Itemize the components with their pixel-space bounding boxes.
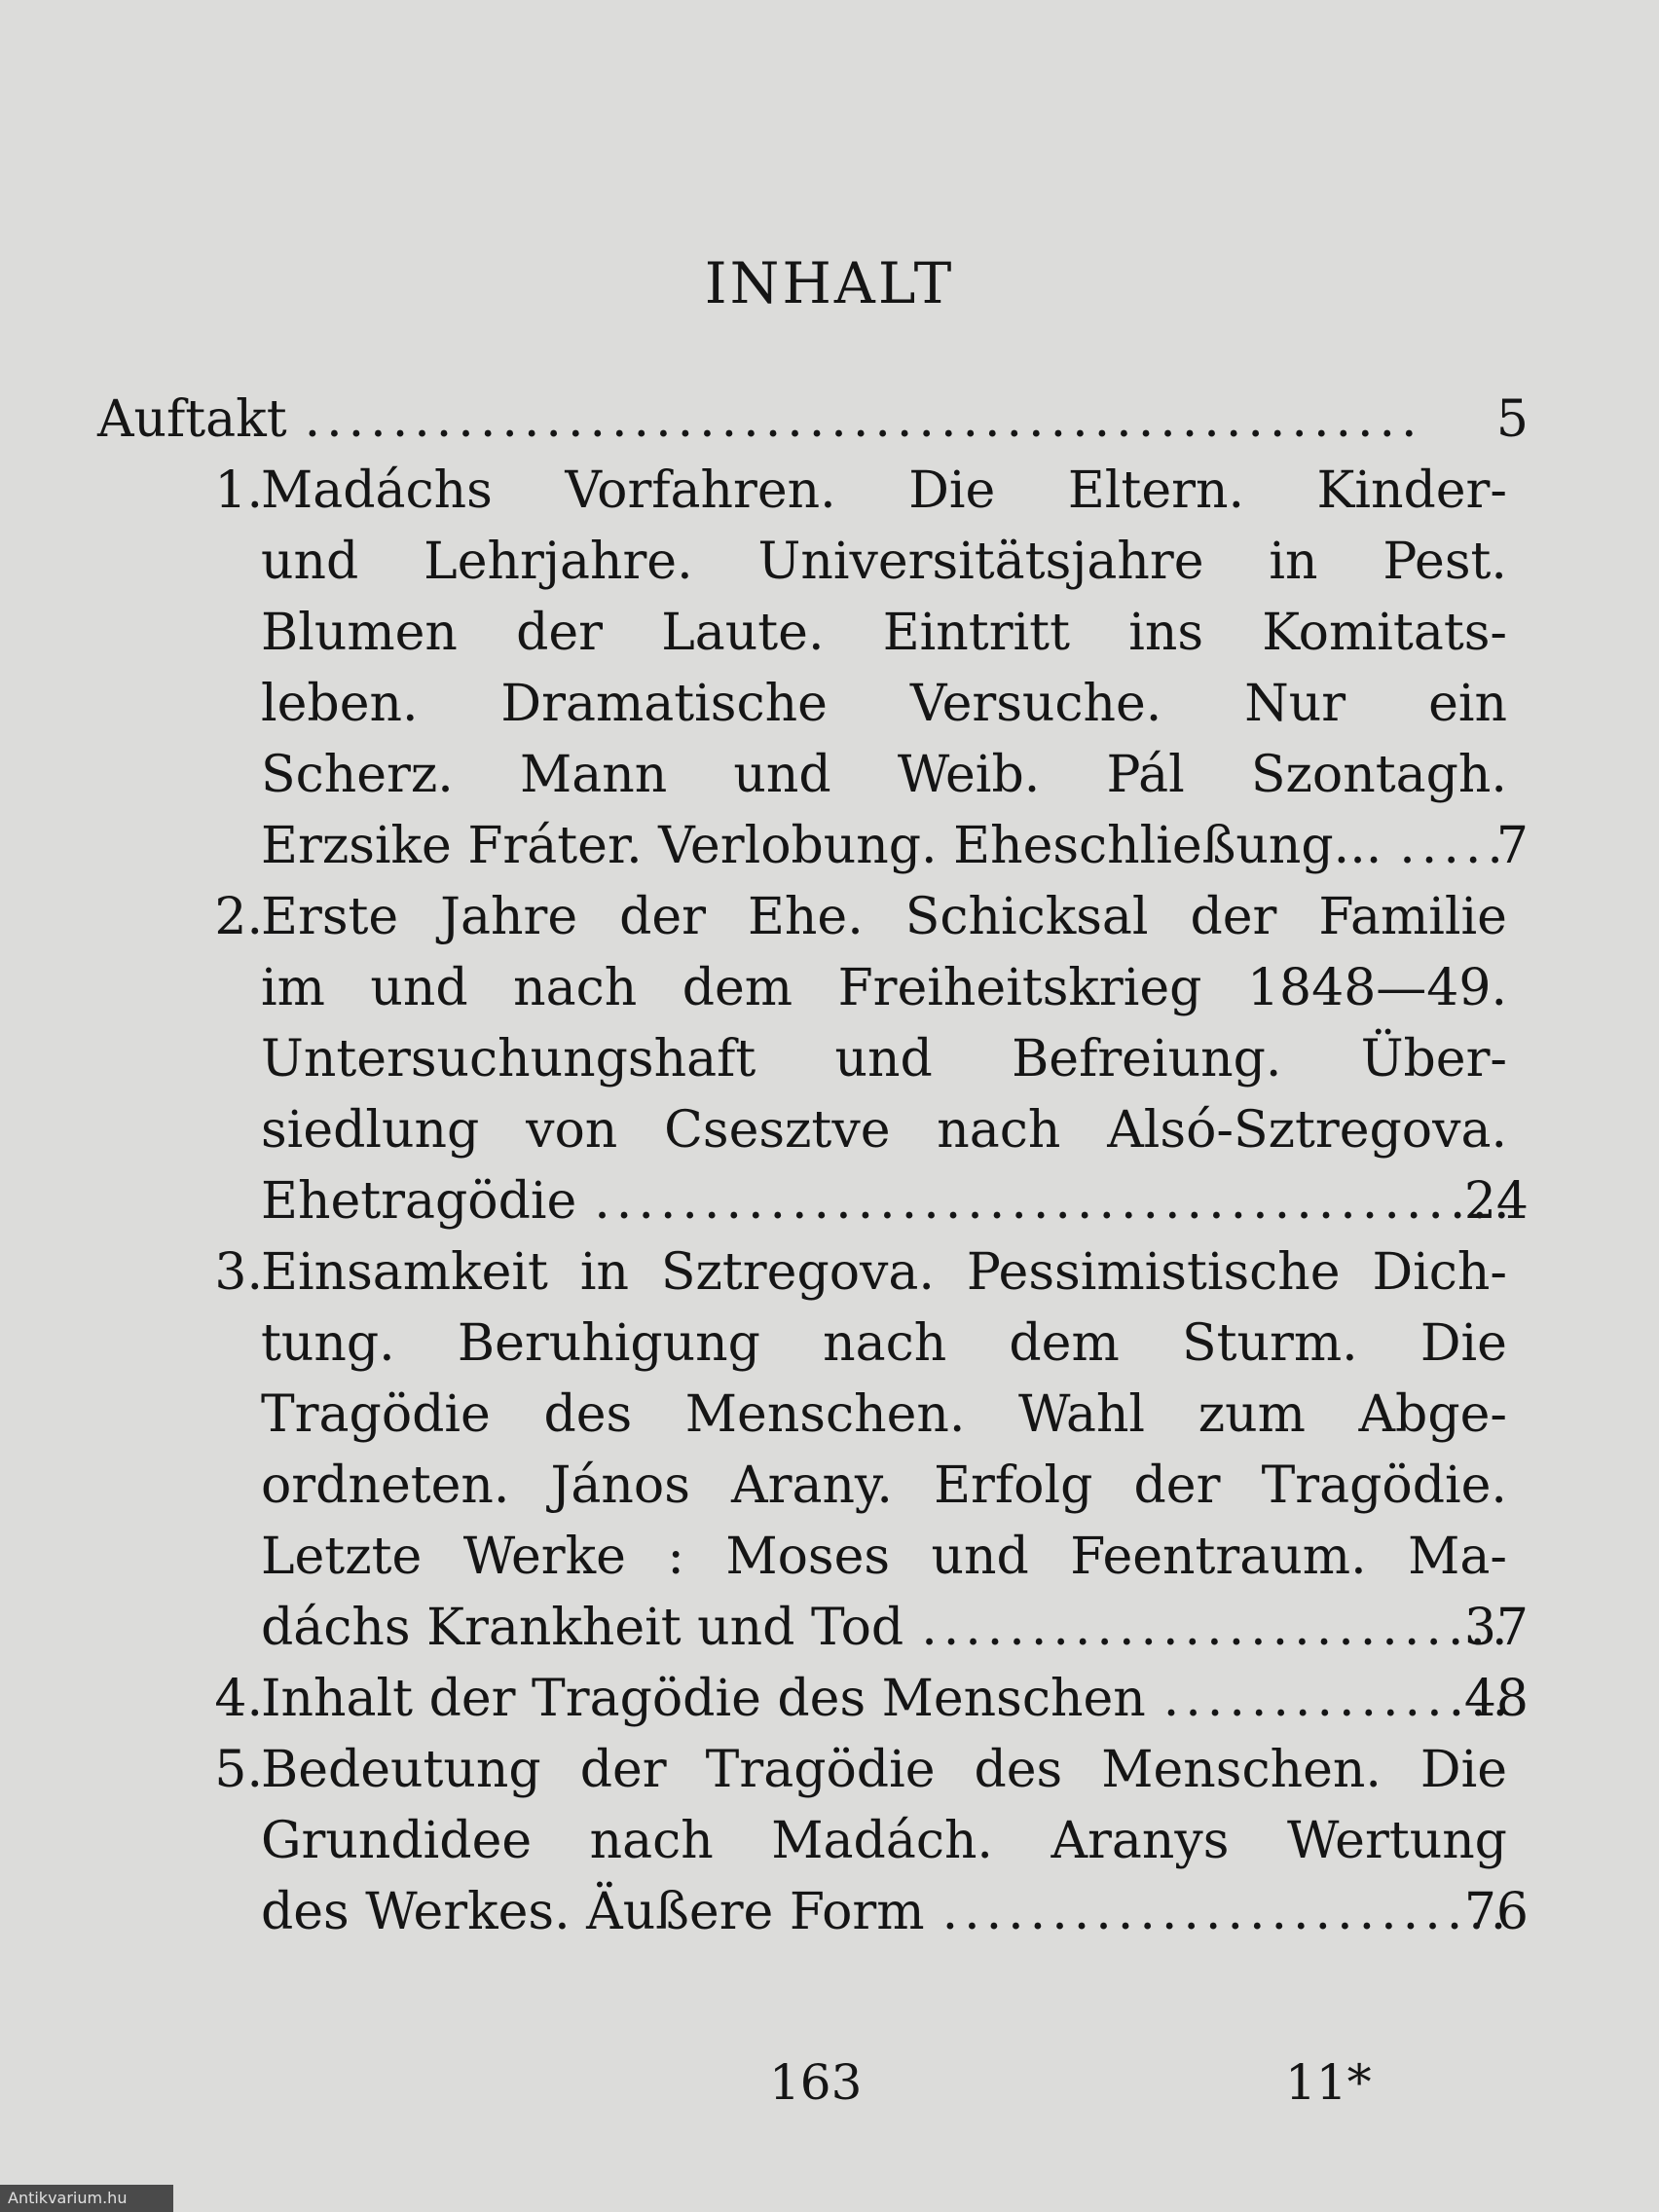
toc-entry-leader [261,1664,1507,1735]
watermark: Antikvarium.hu [0,2185,173,2212]
chapter-number: 3. [214,1243,263,1302]
toc-line: Madáchs Vorfahren. Die Eltern. Kinder- [261,461,1507,520]
toc-page-number: 37 [1463,1599,1529,1657]
footer-signature-mark: 11* [1285,2054,1372,2111]
toc-page-number: 7 [1495,817,1529,875]
toc-entry-leader [261,1166,1507,1237]
toc-line: Letzte Werke : Moses und Feentraum. Ma- [261,1528,1507,1586]
toc-line: Grundidee nach Madách. Aranys Wertung [261,1812,1507,1870]
toc-entry-leader [261,1877,1507,1948]
toc-line: Blumen der Laute. Eintritt ins Komitats- [261,604,1507,662]
toc-line: siedlung von Csesztve nach Alsó-Sztregova. [261,1101,1507,1160]
toc-entry-leader [261,811,1507,882]
dot-leader [305,385,1421,456]
toc-entry-label: dáchs Krankheit und Tod [261,1599,904,1657]
toc-line: tung. Beruhigung nach dem Sturm. Die [261,1314,1507,1373]
toc-line: Untersuchungshaft und Befreiung. Über- [261,1030,1507,1088]
toc-line: ordneten. János Arany. Erfolg der Tragödie. [261,1456,1507,1515]
toc-entry-label: Auftakt [97,390,287,449]
toc-page-number: 5 [1495,390,1529,449]
toc-line: im und nach dem Freiheitskrieg 1848—49. [261,959,1507,1017]
chapter-number: 4. [214,1670,263,1728]
toc-page-number: 48 [1463,1670,1529,1728]
toc-line: Scherz. Mann und Weib. Pál Szontagh. [261,746,1507,804]
dot-leader [594,1166,1507,1237]
chapter-number: 2. [214,888,263,946]
toc-page-number: 24 [1463,1172,1529,1231]
toc-entry-label: des Werkes. Äußere Form [261,1883,925,1941]
toc-page-number: 76 [1463,1883,1529,1941]
page-title: INHALT [704,249,955,316]
dot-leader [942,1877,1507,1948]
toc-entry-4 [97,1664,1529,1735]
toc-line: Tragödie des Menschen. Wahl zum Abge- [261,1385,1507,1444]
toc-line: leben. Dramatische Versuche. Nur ein [261,675,1507,733]
toc-line: Bedeutung der Tragödie des Menschen. Die [261,1741,1507,1799]
toc-entry-label: Ehetragödie [261,1172,577,1231]
toc-entry-2 [97,882,1529,1237]
chapter-number: 5. [214,1741,263,1799]
toc-entry-leader [261,1593,1507,1664]
table-of-contents [97,385,1529,1948]
toc-line: und Lehrjahre. Universitätsjahre in Pest. [261,533,1507,591]
dot-leader [921,1593,1507,1664]
toc-entry-3 [97,1237,1529,1664]
toc-entry-5 [97,1735,1529,1948]
toc-line: Erste Jahre der Ehe. Schicksal der Familie [261,888,1507,946]
toc-entry-leader [97,385,1421,456]
footer-page-number: 163 [769,2054,863,2111]
toc-line: Einsamkeit in Sztregova. Pessimistische Dich- [261,1243,1507,1302]
toc-entry-1 [97,456,1529,882]
toc-entry-auftakt [97,385,1529,456]
toc-entry-label: Inhalt der Tragödie des Menschen [261,1670,1146,1728]
toc-entry-label: Erzsike Fráter. Verlobung. Eheschließung... [261,817,1382,875]
chapter-number: 1. [214,461,263,520]
